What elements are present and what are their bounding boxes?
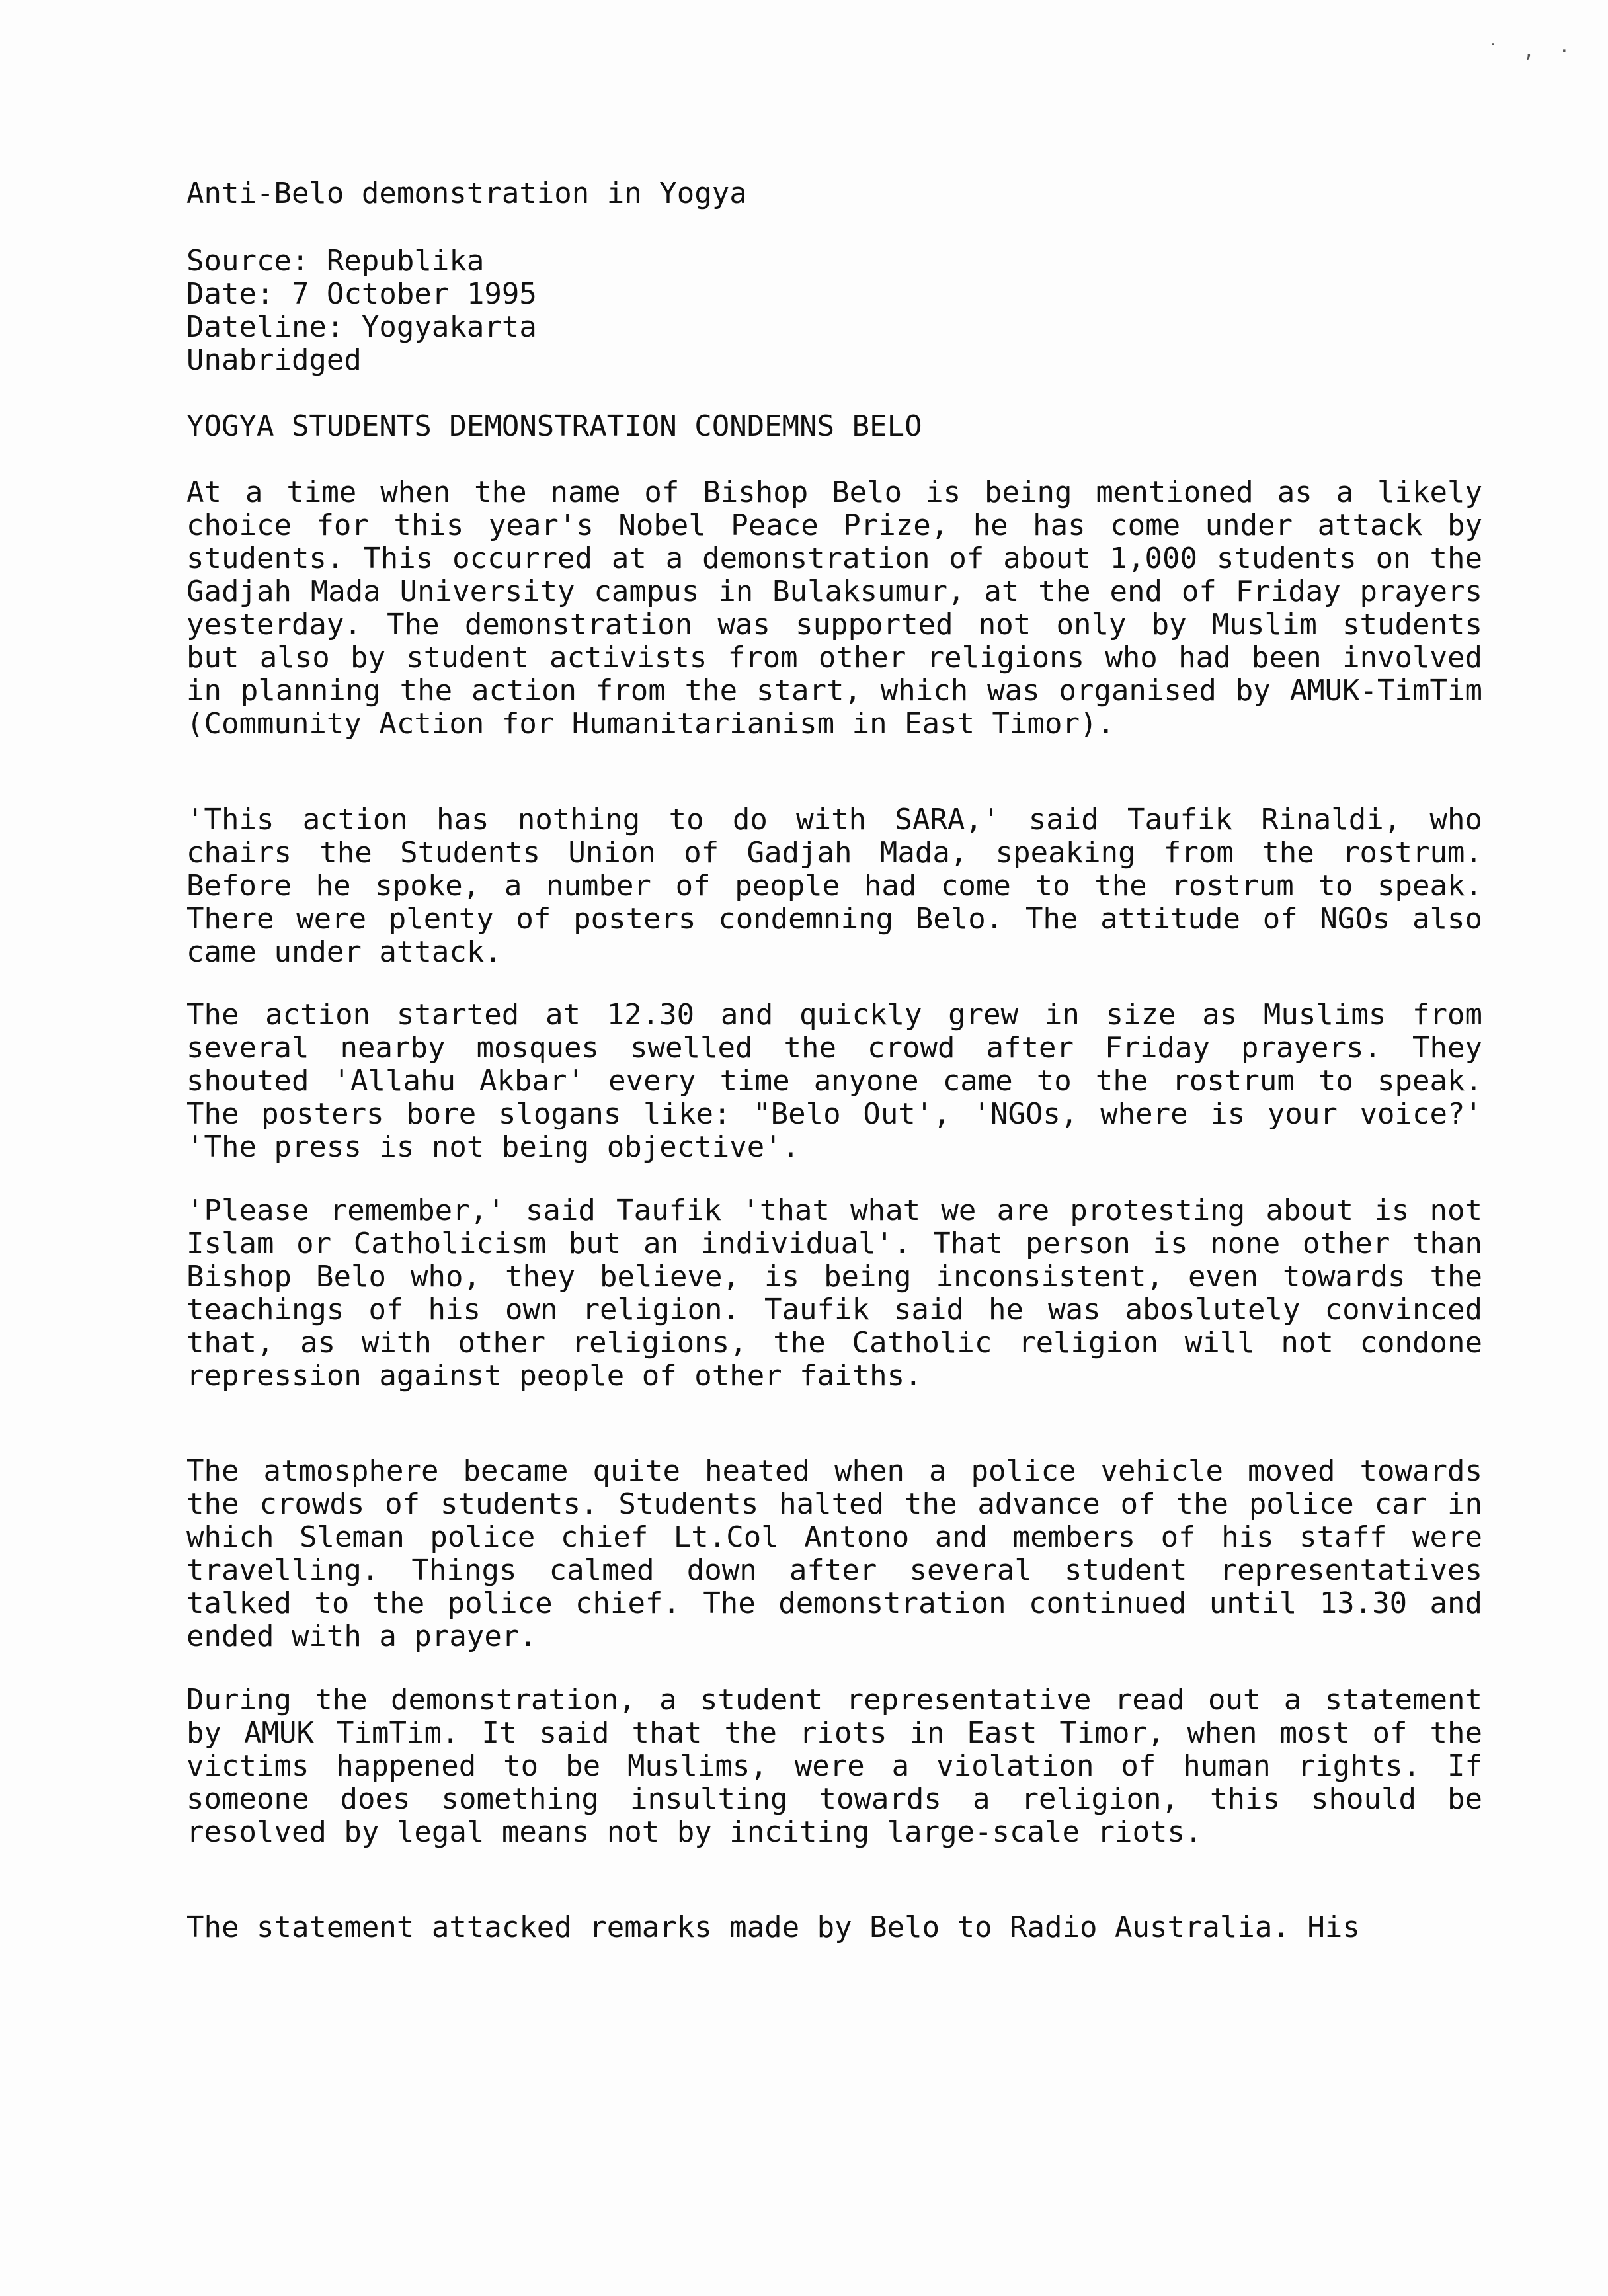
paragraph-1: At a time when the name of Bishop Belo is being mentioned as a likely choice for this year's Nobel Peace Prize, he has come under attack by students. This occurred at a demonstration of about 1,000 students on the Gadjah Mada University campus in Bulaksumur, at the end of Friday prayers yesterday. The demonstration was supported not only by Muslim students but also by student activists from other religions who had been involved in planning the action from the start, which was organised by AMUK-TimTim (Community Action for Humanitarianism in East Timor). [186, 475, 1482, 741]
dateline-line: Dateline: Yogyakarta [186, 310, 537, 344]
paragraph-7: The statement attacked remarks made by Belo to Radio Australia. His [186, 1910, 1360, 1944]
paragraph-2: 'This action has nothing to do with SARA,' said Taufik Rinaldi, who chairs the Students Union of Gadjah Mada, speaking from the rostrum. Before he spoke, a number of people had come to the rostrum to speak. There were plenty of posters condemning Belo. The attitude of NGOs also came under attack. [186, 803, 1482, 969]
edition-line: Unabridged [186, 343, 362, 377]
document-title: Anti-Belo demonstration in Yogya [186, 177, 747, 210]
scan-specks: ˙ , · [1488, 40, 1577, 62]
paragraph-4: 'Please remember,' said Taufik 'that what we are protesting about is not Islam or Catholicism but an individual'. That person is none other than Bishop Belo who, they believe, is being inconsistent, even towards the teachings of his own religion. Taufik said he was aboslutely convinced that, as with other religions, the Catholic religion will not condone repression against people of other faiths. [186, 1194, 1482, 1393]
paragraph-5: The atmosphere became quite heated when a police vehicle moved towards the crowds of students. Students halted the advance of the police car in which Sleman police chief Lt.Col Antono and members of his staff were travelling. Things calmed down after several student representatives talked to the police chief. The demonstration continued until 13.30 and ended with a prayer. [186, 1454, 1482, 1653]
paragraph-6: During the demonstration, a student representative read out a statement by AMUK TimTim. It said that the riots in East Timor, when most of the victims happened to be Muslims, were a violation of human rights. If someone does something insulting towards a religion, this should be resolved by legal means not by inciting large-scale riots. [186, 1683, 1482, 1849]
source-line: Source: Republika [186, 244, 485, 278]
date-line: Date: 7 October 1995 [186, 277, 537, 311]
paragraph-3: The action started at 12.30 and quickly grew in size as Muslims from several nearby mosques swelled the crowd after Friday prayers. They shouted 'Allahu Akbar' every time anyone came to the rostrum to speak. The posters bore slogans like: "Belo Out', 'NGOs, where is your voice?' 'The press is not being objective'. [186, 998, 1482, 1164]
headline: YOGYA STUDENTS DEMONSTRATION CONDEMNS BELO [186, 409, 922, 443]
